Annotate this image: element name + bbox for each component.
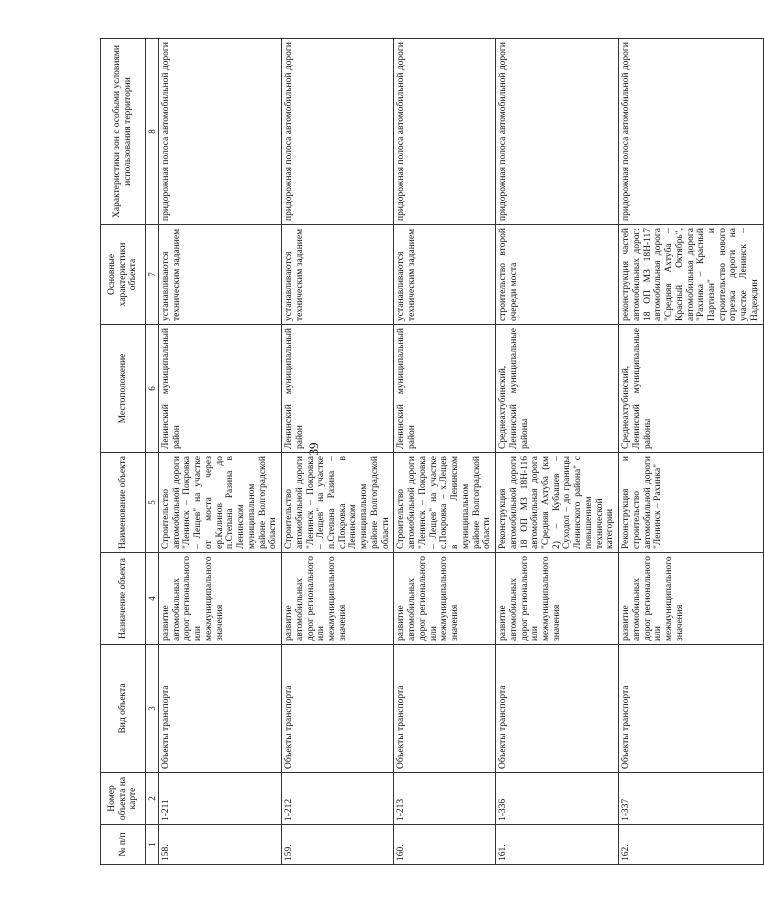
map-number-cell: 1-336: [496, 773, 619, 825]
page-number: 39: [306, 442, 321, 456]
purpose-cell: развитие автомобильных дорог регионального или межмуниципального значения: [496, 553, 619, 645]
object-type-cell: Объекты транспорта: [394, 645, 496, 773]
map-number-cell: 1-211: [159, 773, 282, 825]
header-cell-map-number: Номер объекта на карте: [101, 773, 146, 825]
characteristics-cell: реконструкция частей автомобильных дорог: 18 ОП МЗ 18Н-117 автомобильная дорога "Средняя Ахтуба – Красный Октябрь", автомобильная дорога "Рахинка – Красный Партизан" и строительство нового отрезка дороги на участке Ленинск – Надеждин: [619, 225, 764, 325]
location-cell: Среднеахтубинский, Ленинский муниципальные районы: [619, 325, 764, 453]
object-type-cell: Объекты транспорта: [282, 645, 394, 773]
characteristics-cell: устанавливаются техническим заданием: [394, 225, 496, 325]
table-row: [282, 39, 394, 865]
characteristics-cell: устанавливаются техническим заданием: [159, 225, 282, 325]
table-row: [496, 39, 619, 865]
table-row: [159, 39, 282, 865]
map-number-cell: 1-212: [282, 773, 394, 825]
zone-cell: придорожная полоса автомобильной дороги: [619, 39, 764, 225]
characteristics-cell: устанавливаются техническим заданием: [282, 225, 394, 325]
objects-table: [100, 38, 764, 865]
column-number: 7: [146, 225, 159, 325]
zone-cell: придорожная полоса автомобильной дороги: [282, 39, 394, 225]
object-name-cell: Реконструкция автомобильной дороги 18 ОП МЗ 18Н-116 автомобильная дорога "Средняя Ахтуба (км 2) – Кубышев – Суходол – до границы Ленинского района" с повышением технической категории: [496, 453, 619, 553]
purpose-cell: развитие автомобильных дорог регионального или межмуниципального значения: [159, 553, 282, 645]
row-number-cell: 159.: [282, 825, 394, 865]
row-number-cell: 162.: [619, 825, 764, 865]
column-number: 5: [146, 453, 159, 553]
object-name-cell: Строительство автомобильной дороги "Ленинск – Покровка – Лещев" на участке п.Степана Разина – с.Покровка в Ленинском муниципальном районе Волгоградской области: [282, 453, 394, 553]
header-cell-purpose: Назначение объекта: [101, 553, 146, 645]
object-type-cell: Объекты транспорта: [159, 645, 282, 773]
zone-cell: придорожная полоса автомобильной дороги: [159, 39, 282, 225]
purpose-cell: развитие автомобильных дорог регионального или межмуниципального значения: [394, 553, 496, 645]
column-number-row: [146, 39, 159, 865]
object-name-cell: Строительство автомобильной дороги "Ленинск – Покровка – Лещев" на участке от моста через ер.Калинов до п.Степана Разина в Ленинском муниципальном районе Волгоградской области: [159, 453, 282, 553]
map-number-cell: 1-213: [394, 773, 496, 825]
column-number: 4: [146, 553, 159, 645]
header-cell-zones: Характеристики зон с особыми условиями использования территории: [101, 39, 146, 225]
header-cell-object-type: Вид объекта: [101, 645, 146, 773]
header-row: [101, 39, 146, 865]
row-number-cell: 160.: [394, 825, 496, 865]
zone-cell: придорожная полоса автомобильной дороги: [394, 39, 496, 225]
header-cell-location: Местоположение: [101, 325, 146, 453]
table-row: [394, 39, 496, 865]
column-number: 3: [146, 645, 159, 773]
zone-cell: придорожная полоса автомобильной дороги: [496, 39, 619, 225]
purpose-cell: развитие автомобильных дорог регионального или межмуниципального значения: [282, 553, 394, 645]
column-number: 2: [146, 773, 159, 825]
objects-table-container: [100, 39, 760, 865]
column-number: 1: [146, 825, 159, 865]
header-cell-name: Наименование объекта: [101, 453, 146, 553]
row-number-cell: 158.: [159, 825, 282, 865]
purpose-cell: развитие автомобильных дорог регионального или межмуниципального значения: [619, 553, 764, 645]
object-name-cell: Реконструкция и строительство автомобильной дороги "Ленинск – Рахинка": [619, 453, 764, 553]
object-type-cell: Объекты транспорта: [496, 645, 619, 773]
location-cell: Ленинский муниципальный район: [282, 325, 394, 453]
header-cell-characteristics: Основные характеристики объекта: [101, 225, 146, 325]
location-cell: Среднеахтубинский, Ленинский муниципальные районы: [496, 325, 619, 453]
location-cell: Ленинский муниципальный район: [394, 325, 496, 453]
table-row: [619, 39, 764, 865]
characteristics-cell: строительство второй очереди моста: [496, 225, 619, 325]
column-number: 6: [146, 325, 159, 453]
location-cell: Ленинский муниципальный район: [159, 325, 282, 453]
column-number: 8: [146, 39, 159, 225]
object-name-cell: Строительство автомобильной дороги "Ленинск – Покровка – Лещев" на участке с.Покровка – х.Лещев в Ленинском муниципальном районе Волгоградской области: [394, 453, 496, 553]
map-number-cell: 1-337: [619, 773, 764, 825]
row-number-cell: 161.: [496, 825, 619, 865]
object-type-cell: Объекты транспорта: [619, 645, 764, 773]
header-cell-number: № п/п: [101, 825, 146, 865]
